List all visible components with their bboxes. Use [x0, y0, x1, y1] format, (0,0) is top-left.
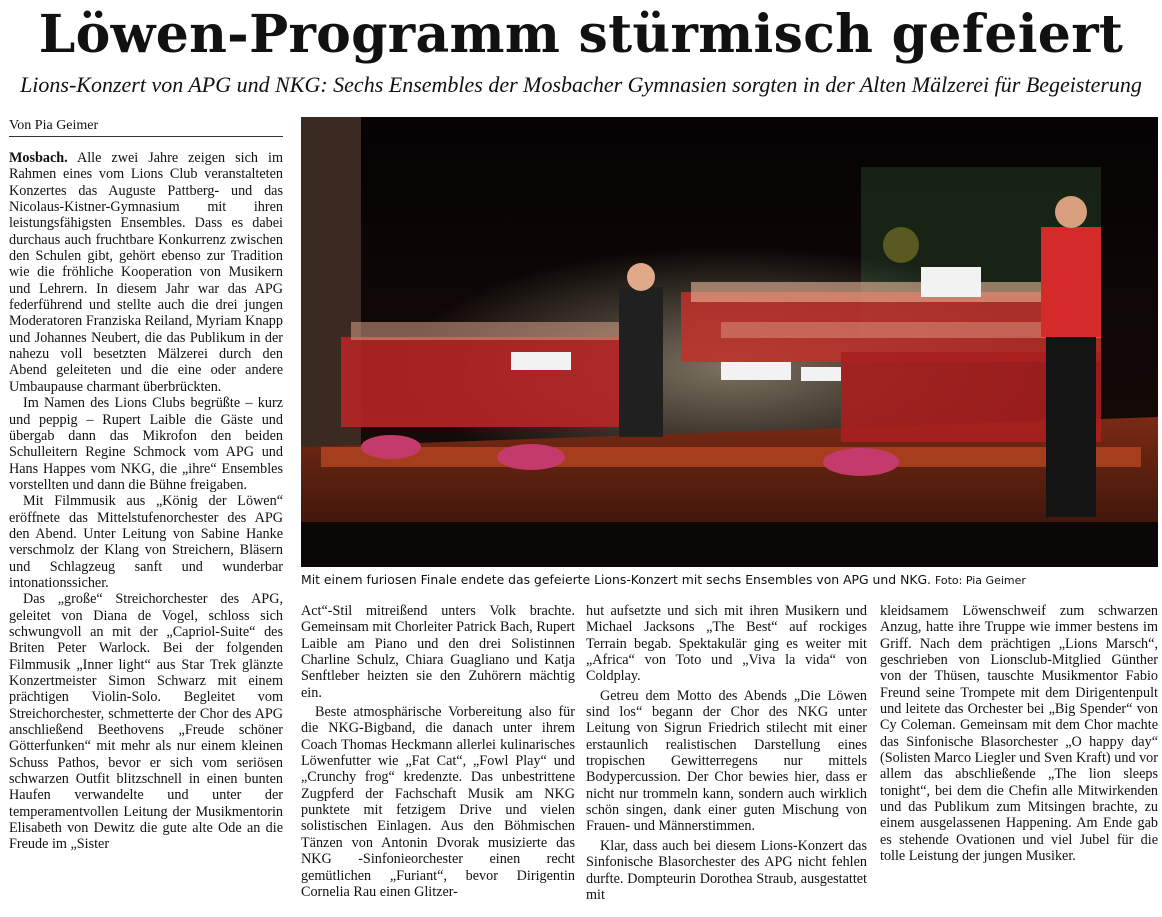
- headline: Löwen-Programm stürmisch gefeiert: [38, 4, 1124, 65]
- photo-caption: [301, 570, 1158, 591]
- paragraph: Im Namen des Lions Clubs begrüßte – kurz und peppig – Rupert Laible die Gäste und übergab dann das Mikrofon den beiden Schulleitern Regine Schmock vom APG und Hans Happes vom NKG, die „ihre“ Ensembles vorstellten und dann die Bühne freigaben.: [9, 395, 283, 493]
- dateline: Mosbach.: [9, 150, 68, 166]
- paragraph: Getreu dem Motto des Abends „Die Löwen sind los“ begann der Chor des NKG unter Leitung von Sigrun Friedrich stilecht mit einer erstaunlich realistischen Darstellung eines tropischen Gewitterregens nur mittels Bodypercussion. Der Chor bewies hier, dass er nicht nur trommeln kann, sondern auch wirklich schön singen, dank einer guten Mischung von Frauen- und Männerstimmen.: [586, 687, 867, 835]
- article-column-4: [880, 603, 1158, 917]
- choir: [681, 282, 1101, 362]
- byline: Von Pia Geimer: [9, 117, 283, 137]
- subheadline: Lions-Konzert von APG und NKG: Sechs Ensembles der Mosbacher Gymnasien sorgten in der Alten Mälzerei für Begeisterung: [20, 72, 1142, 97]
- singer: [619, 263, 663, 437]
- stage-illustration: [301, 117, 1158, 567]
- paragraph: [9, 150, 283, 395]
- paragraph: Klar, dass auch bei diesem Lions-Konzert das Sinfonische Blasorchester des APG nicht fehlen durfte. Dompteurin Dorothea Straub, ausgestattet mit: [586, 837, 867, 903]
- paragraph: kleidsamem Löwenschweif zum schwarzen Anzug, hatte ihre Truppe wie immer bestens im Griff. Nach dem prächtigen „Lions Marsch“, geschrieben von Lionsclub-Mitglied Günther von der Thüsen, tauschte Musikmentor Fabio Freund seine Trompete mit dem Dirigentenpult und leitete das Orchester bei „Big Spender“ von Cy Coleman. Gemeinsam mit dem Chor machte das Sinfonische Blasorchester „O happy day“ (Solisten Marco Liegler und Sven Kraft) und vor allem das abschließende „The lion sleeps tonight“, bei dem die Chefin alle Mitwirkenden und das Publikum zum Mitsingen brachte, zu einem ausgelassenen Happening. Am Ende gab es stehende Ovationen und viel Jubel für die tolle Leistung der jungen Musiker.: [880, 603, 1158, 865]
- paragraph: Beste atmosphärische Vorbereitung also für die NKG-Bigband, die danach unter ihrem Coach Thomas Heckmann allerlei kulinarisches Löwenfutter wie „Fat Cat“, „Fowl Play“ und „Crunchy frog“ kredenzte. Das unbestrittene Zugpferd der Fachschaft Musik am NKG punktete mit fetzigem Drive und vielen solistischen Einlagen. Aus den Böhmischen Tänzen von Antonin Dvorak musizierte das NKG -Sinfonieorchester einen recht gemütlichen „Furiant“, bevor Dirigentin Cornelia Rau einen Glitzer-: [301, 704, 575, 900]
- paragraph: Act“-Stil mitreißend unters Volk brachte. Gemeinsam mit Chorleiter Patrick Bach, Rupert Laible am Piano und den drei Solistinnen Charline Schulz, Chiara Guagliano und Katja Senftleber heizten sie den Zuhörern mächtig ein.: [301, 603, 575, 701]
- article-column-2: [301, 603, 575, 917]
- trumpeter: [1041, 196, 1101, 517]
- caption-text: Mit einem furiosen Finale endete das gefeierte Lions-Konzert mit sechs Ensembles von APG und NKG.: [301, 572, 931, 587]
- article-column-3: [586, 603, 867, 917]
- article-column-1: [9, 150, 283, 915]
- paragraph: hut aufsetzte und sich mit ihren Musikern und Michael Jacksons „The Best“ auf rockiges Terrain begab. Spektakulär ging es weiter mit „Africa“ von Toto und „Viva la vida“ von Coldplay.: [586, 603, 867, 685]
- paragraph-text: Alle zwei Jahre zeigen sich im Rahmen eines vom Lions Club veranstalteten Konzertes das Auguste Pattberg- und das Nicolaus-Kistner-Gymnasium mit ihren leistungsfähigsten Ensembles. Dass es dabei durchaus auch fruchtbare Konkurrenz zwischen den Schulen gibt, gehört ebenso zur Tradition wie die fröhliche Kooperation von Musikern und Lehrern. In diesem Jahr war das APG federführend und stellte auch die drei jungen Moderatoren Franziska Reiland, Myriam Knapp und Johannes Neubert, die das Publikum in der nahezu voll besetzten Mälzerei durch den Abend geleiteten und die eine oder andere Umbaupause charmant überbrückten.: [9, 150, 283, 395]
- concert-photo: [301, 117, 1158, 567]
- lions-logo: [883, 227, 919, 263]
- paragraph: Das „große“ Streichorchester des APG, geleitet von Diana de Vogel, schloss sich schwungvoll an mit der „Capriol-Suite“ des Briten Peter Warlock. Bei der folgenden Filmmusik „Inner light“ aus Star Trek glänzte Konzertmeister Simon Schwarz mit einem prächtigen Violin-Solo. Begleitet vom Streichorchester, schmetterte der Chor des APG anschließend Beethovens „Freude schöner Götterfunken“ mit mehr als nur einem kleinen Schuss Pathos, bevor er sich vom seriösen schwarzen Outfit blitzschnell in einen bunten Haufen verwandelte und unter der temperamentvollen Leitung der Musikmentorin Elisabeth von Dewitz die gute alte Ode an die Freude im „Sister: [9, 591, 283, 853]
- paragraph: Mit Filmmusik aus „König der Löwen“ eröffnete das Mittelstufenorchester des APG den Abend. Unter Leitung von Sabine Hanke verschmolz der Klang von Streichern, Bläsern und Schlagzeug sanft und wunderbar intonationssicher.: [9, 493, 283, 591]
- photo-credit: Foto: Pia Geimer: [934, 574, 1026, 587]
